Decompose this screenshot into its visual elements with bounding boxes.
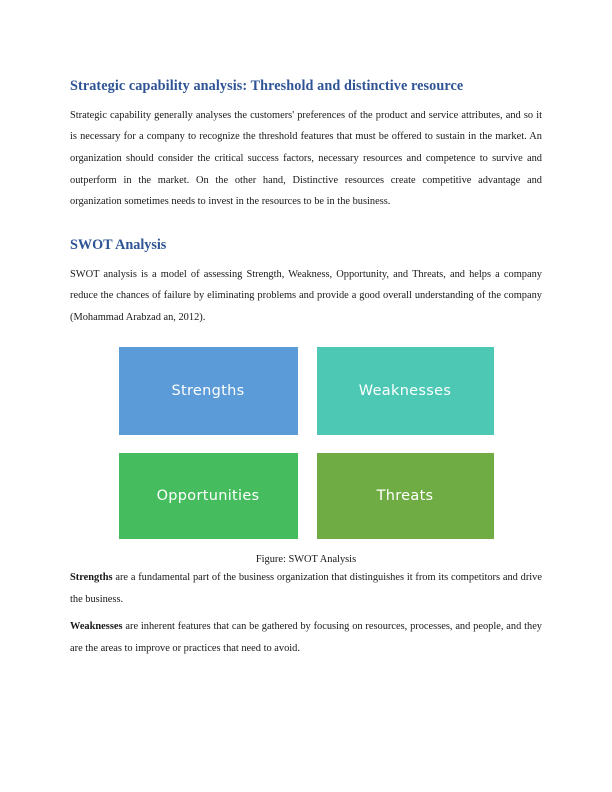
swot-quadrant-label-weaknesses: Weaknesses <box>358 382 452 399</box>
document-content <box>70 78 542 666</box>
figure-caption: Figure: SWOT Analysis <box>255 553 357 565</box>
strengths-lead-in: Strengths <box>70 572 113 584</box>
swot-grid <box>119 347 494 539</box>
swot-quadrant-label-opportunities: Opportunities <box>156 487 260 504</box>
page-title: Strategic capability analysis: Threshold and distinctive resource <box>70 78 464 94</box>
swot-figure <box>70 347 542 568</box>
swot-intro-paragraph: SWOT analysis is a model of assessing Strength, Weakness, Opportunity, and Threats, and helps a company reduce the chances of failure by eliminating problems and provide a good overall understanding of the company (Mohammad Arabzad an, 2012). <box>70 268 542 323</box>
intro-paragraph: Strategic capability generally analyses the customers' preferences of the product and service attributes, and so it is necessary for a company to recognize the threshold features that must be offered to sustain in the market. An organization should consider the critical success factors, necessary resources and competence to survive and outperform in the market. On the other hand, Distinctive resources create competitive advantage and organization sometimes needs to invest in the resources to be in the business. <box>70 109 542 208</box>
weaknesses-body: are inherent features that can be gathered by focusing on resources, processes, and people, and they are the areas to improve or practices that need to avoid. <box>70 621 542 655</box>
strengths-body: are a fundamental part of the business organization that distinguishes it from its competitors and drive the business. <box>70 572 542 605</box>
swot-quadrant-threats <box>317 453 494 539</box>
swot-quadrant-label-strengths: Strengths <box>171 382 245 399</box>
swot-quadrant-label-threats: Threats <box>376 487 434 504</box>
swot-quadrant-opportunities <box>119 453 298 539</box>
swot-quadrant-weaknesses <box>317 347 494 435</box>
weaknesses-paragraph <box>70 616 542 659</box>
swot-quadrant-strengths <box>119 347 298 435</box>
weaknesses-lead-in: Weaknesses <box>70 621 123 633</box>
strengths-paragraph <box>70 567 542 610</box>
section-heading-swot: SWOT Analysis <box>70 236 167 253</box>
